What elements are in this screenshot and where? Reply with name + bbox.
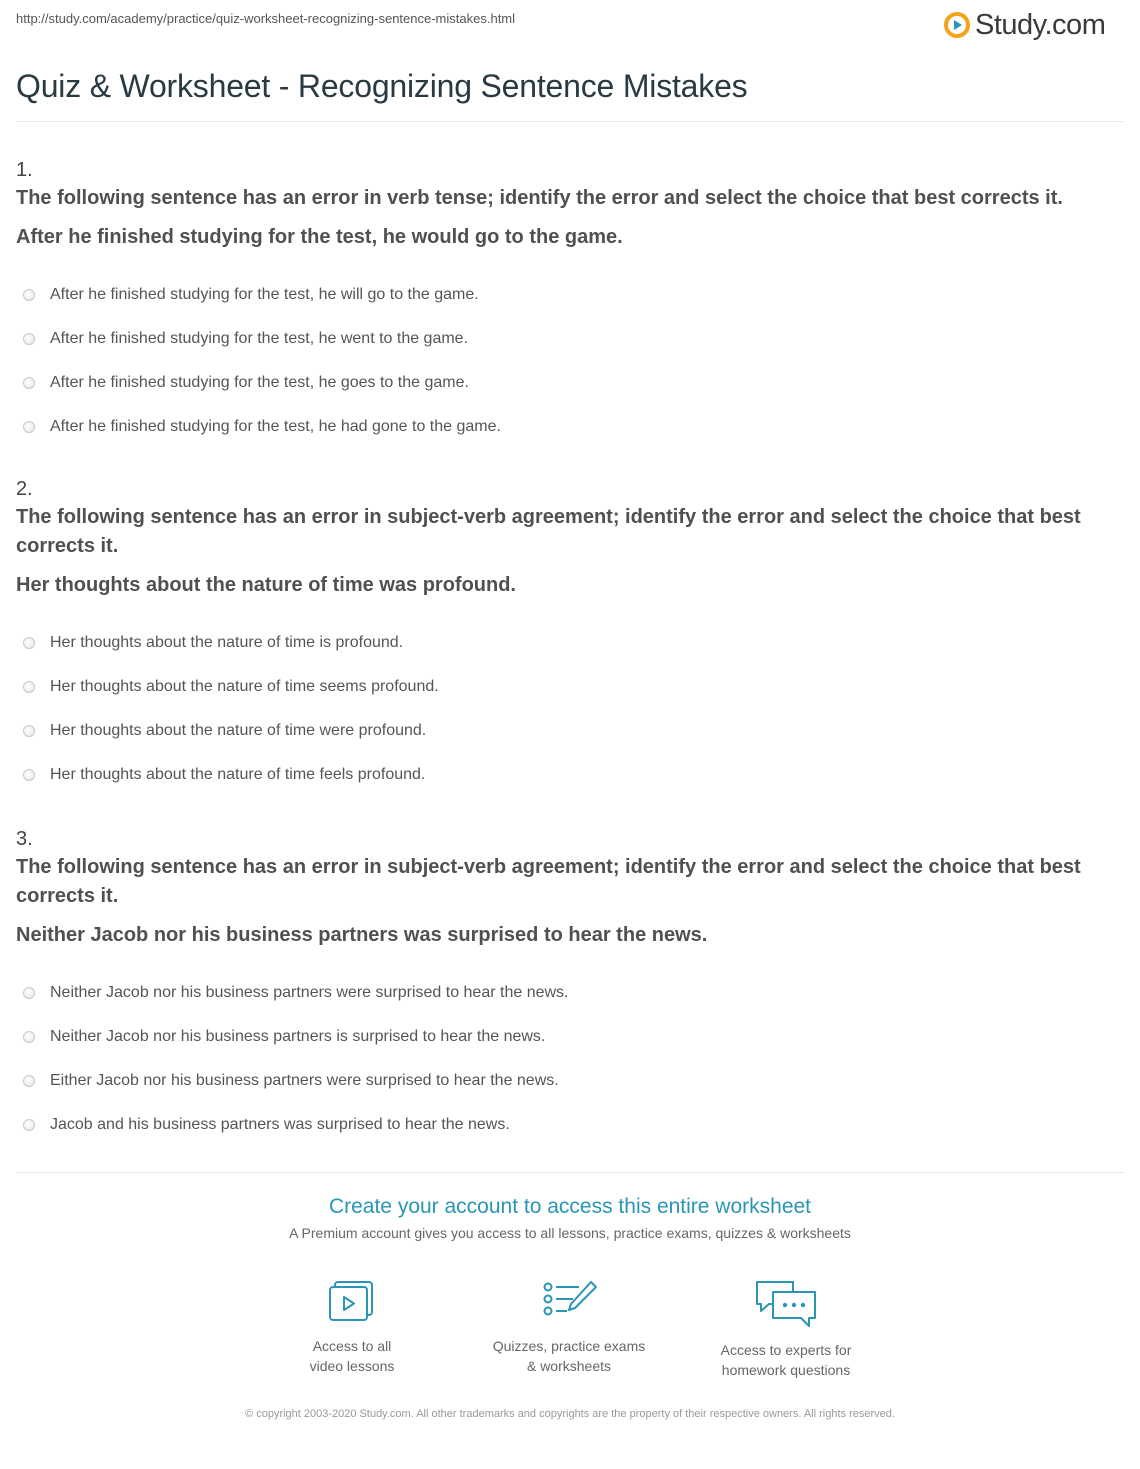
study-com-logo[interactable] (944, 8, 1105, 42)
answer-option[interactable] (16, 709, 1126, 753)
question-number: 2. (16, 478, 33, 500)
radio-button[interactable] (23, 1031, 35, 1043)
answer-option-label: Her thoughts about the nature of time were profound. (50, 722, 427, 739)
page-url: http://study.com/academy/practice/quiz-worksheet-recognizing-sentence-mistakes.html (16, 11, 516, 26)
cta-title-link[interactable]: Create your account to access this entire worksheet (328, 1195, 812, 1218)
question-sentence: After he finished studying for the test, he would go to the game. (16, 226, 623, 248)
radio-button[interactable] (23, 725, 35, 737)
radio-button[interactable] (23, 333, 35, 345)
question-3 (16, 827, 1126, 1147)
radio-button[interactable] (23, 421, 35, 433)
answer-option[interactable] (16, 405, 1126, 449)
radio-button[interactable] (23, 769, 35, 781)
feature-label: Access to experts for homework questions (720, 1342, 852, 1378)
copyright-notice: © copyright 2003-2020 Study.com. All other trademarks and copyrights are the property of their respective owners. All rights reserved. (245, 1408, 895, 1420)
answer-option-label: Either Jacob nor his business partners were surprised to hear the news. (50, 1072, 559, 1089)
title-divider (16, 121, 1124, 122)
answer-option-label: After he finished studying for the test, he had gone to the game. (50, 418, 501, 435)
answer-option[interactable] (16, 1059, 1126, 1103)
cta-subtitle: A Premium account gives you access to all lessons, practice exams, quizzes & worksheets (289, 1225, 851, 1241)
feature-label: Access to all video lessons (309, 1338, 395, 1374)
page-title: Quiz & Worksheet - Recognizing Sentence Mistakes (16, 68, 748, 104)
question-2 (16, 477, 1126, 797)
question-prompt: The following sentence has an error in subject-verb agreement; identify the error and select the choice that best corrects it. (16, 856, 1081, 907)
answer-option-label: Neither Jacob nor his business partners were surprised to hear the news. (50, 984, 569, 1001)
answer-option[interactable] (16, 317, 1126, 361)
radio-button[interactable] (23, 681, 35, 693)
answer-option-label: After he finished studying for the test, he goes to the game. (50, 374, 469, 391)
question-sentence: Her thoughts about the nature of time was profound. (16, 574, 516, 596)
answer-option[interactable] (16, 1015, 1126, 1059)
answer-option[interactable] (16, 1103, 1126, 1147)
feature-quizzes (469, 1278, 669, 1376)
question-sentence: Neither Jacob nor his business partners was surprised to hear the news. (16, 924, 708, 946)
question-prompt: The following sentence has an error in verb tense; identify the error and select the choice that best corrects it. (16, 187, 1063, 209)
answer-option-label: Her thoughts about the nature of time seems profound. (50, 678, 439, 695)
answer-option-label: After he finished studying for the test, he will go to the game. (50, 286, 479, 303)
answer-options (16, 971, 1126, 1147)
answer-option-label: Neither Jacob nor his business partners is surprised to hear the news. (50, 1028, 546, 1045)
answer-option[interactable] (16, 753, 1126, 797)
answer-option[interactable] (16, 971, 1126, 1015)
radio-button[interactable] (23, 289, 35, 301)
question-number: 1. (16, 159, 33, 181)
chat-bubbles-icon (753, 1278, 819, 1330)
feature-video-lessons (252, 1278, 452, 1376)
answer-option-label: Jacob and his business partners was surprised to hear the news. (50, 1116, 510, 1133)
feature-experts (686, 1278, 886, 1380)
quiz-checklist-icon (539, 1278, 599, 1326)
answer-option[interactable] (16, 621, 1126, 665)
signup-cta (0, 1195, 1140, 1241)
question-number: 3. (16, 828, 33, 850)
section-divider (16, 1172, 1124, 1173)
answer-options (16, 621, 1126, 797)
question-prompt: The following sentence has an error in subject-verb agreement; identify the error and select the choice that best corrects it. (16, 506, 1081, 557)
answer-option[interactable] (16, 665, 1126, 709)
answer-option[interactable] (16, 273, 1126, 317)
radio-button[interactable] (23, 637, 35, 649)
radio-button[interactable] (23, 1119, 35, 1131)
feature-label: Quizzes, practice exams & worksheets (492, 1338, 646, 1374)
answer-options (16, 273, 1126, 449)
radio-button[interactable] (23, 377, 35, 389)
video-lesson-icon (324, 1278, 380, 1326)
answer-option[interactable] (16, 361, 1126, 405)
logo-text: Study.com (975, 8, 1106, 41)
answer-option-label: After he finished studying for the test, he went to the game. (50, 330, 469, 347)
answer-option-label: Her thoughts about the nature of time is profound. (50, 634, 404, 651)
play-circle-icon (944, 12, 970, 38)
question-1 (16, 158, 1126, 449)
radio-button[interactable] (23, 987, 35, 999)
radio-button[interactable] (23, 1075, 35, 1087)
answer-option-label: Her thoughts about the nature of time feels profound. (50, 766, 426, 783)
